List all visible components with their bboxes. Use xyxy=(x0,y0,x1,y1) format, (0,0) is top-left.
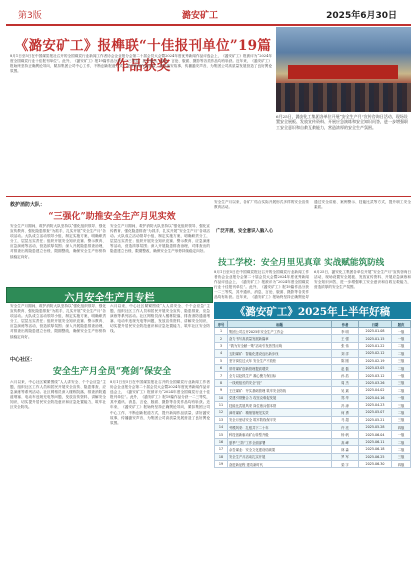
table-cell: 劳模风采：扎根井下二十年 xyxy=(228,424,332,431)
right-body-c: 8月1日至5日在中国煤炭报社召开的全国煤炭行业新闻工作者协会企业报分会第二十届会员大会暨2024年度优秀新闻作品评选会上，《潞安矿工》报被评为“2024年度全国煤炭行业十佳报刊单位”。此外，《潞安矿工》报19篇作品分获一二三等奖，其中通讯、消息、言论、版面、摄影等各类作品均有斩获。近年来，《潞安矿工》报始终坚持正确舆论导 xyxy=(214,270,309,300)
table-cell: 二版 xyxy=(392,446,411,453)
table-cell: 马 超 xyxy=(332,416,359,423)
middle-body-c: 六月以来，中心社区紧紧围绕“人人讲安全、个个会应急”主题，组织社区工作人员和居民开展安全宣传、隐患排查、应急演练等系列活动。社区网格员深入楼栋院落，排查消防通道堵塞、电动车违规充电等问题，发放宣传资料，讲解安全知识，切实提升居民安全防范意识和应急处置能力，筑牢社区安全防线。 xyxy=(10,380,106,410)
table-cell: 10 xyxy=(215,394,228,401)
table-row xyxy=(215,379,411,386)
table-cell: 夏季“三防”工作全面部署 xyxy=(228,438,332,445)
photo-caption: 6月25日，潞安化工集团各单位开展“安全生产月”宣传咨询日活动，现场设置安全展板、发放宣传资料、开展应急演练和安全知识问答，进一步增强职工安全意识和自救互救能力，营造浓厚的安全生产氛围。 xyxy=(276,114,408,130)
table-cell: 刘 洋 xyxy=(332,350,359,357)
right-headline: 技工学校：安全月里见真章 实战赋能筑防线 xyxy=(218,258,385,268)
table-cell: 二版 xyxy=(392,364,411,371)
table-cell: 安全月里话安全 筑牢防线保平安 xyxy=(228,416,332,423)
table-cell: 2 xyxy=(215,335,228,342)
col-header: 日期 xyxy=(359,321,392,328)
table-cell: 一版 xyxy=(392,335,411,342)
table-cell: 2025.02.12 xyxy=(359,350,392,357)
table-cell: 14 xyxy=(215,424,228,431)
table-cell: 7 xyxy=(215,372,228,379)
table-cell: 2025.06.25 xyxy=(359,453,392,460)
table-cell: 三版 xyxy=(392,401,411,408)
table-cell: 杨 帆 xyxy=(332,431,359,438)
left-kicker: 救护消防大队： xyxy=(10,202,46,208)
middle-body-b: 六月以来，中心社区紧紧围绕“人人讲安全、个个会应急”主题，组织社区工作人员和居民开展安全宣传、隐患排查、应急演练等系列活动。社区网格员深入楼栋院落，排查消防通道堵塞、电动车违规充电等问题，发放宣传资料，讲解安全知识，切实提升居民安全防范意识和应急处置能力，筑牢社区安全防线。 xyxy=(110,304,210,334)
table-cell: 奋进新征程 建功新时代 xyxy=(228,461,332,468)
right-body-a: 安全生产月以来，各矿厂结合实际开展形式多样的安全宣传教育活动。 xyxy=(214,200,309,210)
table-cell: 2025.01.15 xyxy=(359,335,392,342)
table-cell: 6 xyxy=(215,364,228,371)
lead-body: 8月1日至5日在中国煤炭报社召开的全国煤炭行业新闻工作者协会企业报分会第二十届会员大会暨2024年度优秀新闻作品评选会上，《潞安矿工》报被评为“2024年度全国煤炭行业十佳报刊单位”。此外，《潞安矿工》报19篇作品分获一二三等奖，其中通讯、消息、言论、版面、摄影等各类作品均有斩获。近年来，《潞安矿工》报始终坚持正确舆论导向，紧扣集团公司中心工作，不断创新报道方式，提升新闻作品质量，讲好潞安故事，传播潞安声音，为集团公司高质量发展营造了良好舆论氛围。 xyxy=(10,54,272,74)
table-cell: 二版 xyxy=(392,438,411,445)
table-cell: 2025.04.23 xyxy=(359,401,392,408)
middle-headline: 安全生产月全员“亮剑”保安全 xyxy=(52,367,172,377)
table-cell: 余吾煤业：安全文化建设结硕果 xyxy=(228,446,332,453)
table-cell: 王庄煤矿：夯实基础管理 筑牢安全防线 xyxy=(228,387,332,394)
table-cell: 吴 斌 xyxy=(332,387,359,394)
table-row xyxy=(215,342,411,349)
right-body-d: 6月25日，潞安化工集团各单位开展“安全生产月”宣传咨询日活动，现场设置安全展板、发放宣传资料、开展应急演练和安全知识问答，进一步增强职工安全意识和自救互救能力，营造浓厚的安全生产氛围。 xyxy=(314,270,411,290)
middle-kicker: 中心社区： xyxy=(10,357,36,363)
photo-banner xyxy=(288,65,398,79)
good-articles-title: 《潞安矿工》2025年上半年好稿 xyxy=(234,306,391,318)
table-cell: 18 xyxy=(215,453,228,460)
table-cell: 4 xyxy=(215,350,228,357)
table-row xyxy=(215,424,411,431)
table-cell: 一线班组长的安全“经” xyxy=(228,379,332,386)
table-row xyxy=(215,394,411,401)
table-row xyxy=(215,401,411,408)
table-cell: 9 xyxy=(215,387,228,394)
table-cell: 1 xyxy=(215,328,228,335)
table-cell: 孙 浩 xyxy=(332,372,359,379)
page-header xyxy=(6,4,411,26)
table-cell: 一版 xyxy=(392,431,411,438)
table-cell: 常村煤矿创新管理提质增效 xyxy=(228,364,332,371)
good-articles-banner xyxy=(214,302,411,319)
table-cell: 赵 磊 xyxy=(332,364,359,371)
middle-body-d: 8月1日至5日在中国煤炭报社召开的全国煤炭行业新闻工作者协会企业报分会第二十届会员大会暨2024年度优秀新闻作品评选会上，《潞安矿工》报被评为“2024年度全国煤炭行业十佳报刊单位”。此外，《潞安矿工》报19篇作品分获一二三等奖，其中通讯、消息、言论、版面、摄影等各类作品均有斩获。近年来，《潞安矿工》报始终坚持正确舆论导向，紧扣集团公司中心工作，不断创新报道方式，提升新闻作品质量，讲好潞安故事，传播潞安声音，为集团公司高质量发展营造了良好舆论氛围。 xyxy=(110,380,210,425)
issue-date: 2025年6月30日 xyxy=(326,11,397,21)
table-cell: 陈 刚 xyxy=(332,357,359,364)
table-cell: 2025.04.02 xyxy=(359,387,392,394)
right-body-b: 通过安全讲座、案例警示、技能比武等方式，提升职工安全素质。 xyxy=(314,200,411,210)
middle-body-a: 安全生产月期间，救护消防大队坚持以“强化组织领导、强化宣传教育、强化隐患排查”为抓手，扎实开展“安全生产月”各项活动。大队成立活动领导小组，制定实施方案，明确职责分工，层层压实责任；组织开展安全知识竞赛、警示教育、应急演练等活动，营造浓厚氛围；深入开展隐患排查治理，对排查出的隐患建立台账、限期整改，确保安全生产形势持续稳定向好。 xyxy=(10,304,106,339)
table-cell: 二版 xyxy=(392,350,411,357)
col-header: 作者 xyxy=(332,321,359,328)
table-cell: 2025.01.22 xyxy=(359,342,392,349)
table-header-row xyxy=(215,321,411,328)
good-articles-table xyxy=(214,320,411,468)
table-cell: 19 xyxy=(215,461,228,468)
table-row xyxy=(215,461,411,468)
col-header: 标题 xyxy=(228,321,332,328)
masthead: 潞安矿工 xyxy=(182,11,219,21)
table-cell: 何 勇 xyxy=(332,409,359,416)
left-body-a: 安全生产月期间，救护消防大队坚持以“强化组织领导、强化宣传教育、强化隐患排查”为抓手，扎实开展“安全生产月”各项活动。大队成立活动领导小组，制定实施方案，明确职责分工，层层压实责任；组织开展安全知识竞赛、警示教育、应急演练等活动，营造浓厚氛围；深入开展隐患排查治理，对排查出的隐患建立台账、限期整改，确保安全生产形势持续稳定向好。 xyxy=(10,224,106,259)
table-cell: 2025.04.16 xyxy=(359,394,392,401)
table-row xyxy=(215,335,411,342)
table-cell: 奋力书写高质量发展新篇章 xyxy=(228,335,332,342)
table-cell: 梁 宇 xyxy=(332,461,359,468)
table-cell: 四版 xyxy=(392,461,411,468)
right-kicker: 广泛开展，安全意识入脑入心 xyxy=(216,229,274,234)
table-cell: 技能比武展风采 岗位练兵强本领 xyxy=(228,401,332,408)
table-cell: 2025.05.21 xyxy=(359,416,392,423)
left-headline: “三强化”助推安全生产月见实效 xyxy=(48,212,176,222)
table-cell: 坚守岗位过大年 安全生产不放松 xyxy=(228,357,332,364)
table-cell: 一版 xyxy=(392,328,411,335)
col-header: 序号 xyxy=(215,321,228,328)
table-cell: 林 森 xyxy=(332,446,359,453)
table-row xyxy=(215,431,411,438)
table-row xyxy=(215,372,411,379)
table-cell: 二版 xyxy=(392,409,411,416)
table-cell: 一版 xyxy=(392,372,411,379)
page-number: 第3版 xyxy=(18,11,42,21)
table-cell: 王 强 xyxy=(332,335,359,342)
table-cell: 2025.02.19 xyxy=(359,357,392,364)
table-cell: 2025.05.28 xyxy=(359,424,392,431)
table-cell: 安全生产月活动扎实开展 xyxy=(228,453,332,460)
table-cell: 张 伟 xyxy=(332,342,359,349)
table-row xyxy=(215,387,411,394)
table-cell: 2025.03.26 xyxy=(359,379,392,386)
table-cell: 13 xyxy=(215,416,228,423)
table-cell: 一版 xyxy=(392,394,411,401)
table-cell: “我为安全献一策”活动引发热烈反响 xyxy=(228,342,332,349)
table-cell: 许 亮 xyxy=(332,424,359,431)
table-cell: 全力以赴抓生产 凝心聚力保目标 xyxy=(228,372,332,379)
table-cell: 2025.05.07 xyxy=(359,409,392,416)
lead-headline: 《潞安矿工》报榫联“十佳报刊单位”19篇作品获奖 xyxy=(14,38,272,74)
table-cell: 四版 xyxy=(392,424,411,431)
table-cell: 李 明 xyxy=(332,328,359,335)
table-row xyxy=(215,438,411,445)
table-cell: 16 xyxy=(215,438,228,445)
table-cell: 2025.03.05 xyxy=(359,364,392,371)
table-cell: 3 xyxy=(215,342,228,349)
table-cell: 党建引领聚合力 攻坚克难促发展 xyxy=(228,394,332,401)
table-cell: 三版 xyxy=(392,379,411,386)
banner-text: 六月安全生产月专栏 xyxy=(64,293,155,304)
table-cell: 5 xyxy=(215,357,228,364)
table-row xyxy=(215,416,411,423)
table-row xyxy=(215,409,411,416)
table-row xyxy=(215,453,411,460)
table-cell: 集团公司召开2025年安全生产工作会 xyxy=(228,328,332,335)
left-body-b: 安全生产月期间，救护消防大队坚持以“强化组织领导、强化宣传教育、强化隐患排查”为抓手，扎实开展“安全生产月”各项活动。大队成立活动领导小组，制定实施方案，明确职责分工，层层压实责任；组织开展安全知识竞赛、警示教育、应急演练等活动，营造浓厚氛围；深入开展隐患排查治理，对排查出的隐患建立台账、限期整改，确保安全生产形势持续稳定向好。 xyxy=(110,224,210,254)
table-row xyxy=(215,364,411,371)
col-header: 版次 xyxy=(392,321,411,328)
table-cell: 郑 华 xyxy=(332,394,359,401)
safety-month-banner xyxy=(6,287,213,303)
table-cell: 冯 涛 xyxy=(332,401,359,408)
table-cell: 二版 xyxy=(392,342,411,349)
table-cell: 周 杰 xyxy=(332,379,359,386)
table-cell: 2025.01.08 xyxy=(359,328,392,335)
table-cell: 2025.06.30 xyxy=(359,461,392,468)
table-cell: 五阳煤矿：智能化建设迈出新步伐 xyxy=(228,350,332,357)
table-cell: 2025.03.12 xyxy=(359,372,392,379)
lead-photo xyxy=(276,27,411,112)
table-cell: 漳村煤矿：精细管理见实效 xyxy=(228,409,332,416)
photo-crowd xyxy=(276,83,411,112)
table-cell: 科技创新驱动矿山转型升级 xyxy=(228,431,332,438)
table-cell: 三版 xyxy=(392,357,411,364)
table-row xyxy=(215,350,411,357)
table-row xyxy=(215,357,411,364)
table-cell: 高 峰 xyxy=(332,438,359,445)
table-cell: 三版 xyxy=(392,453,411,460)
table-cell: 2025.06.04 xyxy=(359,431,392,438)
table-cell: 12 xyxy=(215,409,228,416)
table-cell: 2025.06.18 xyxy=(359,446,392,453)
table-cell: 8 xyxy=(215,379,228,386)
table-cell: 罗 军 xyxy=(332,453,359,460)
section-divider xyxy=(6,196,411,197)
table-cell: 2025.06.11 xyxy=(359,438,392,445)
table-cell: 15 xyxy=(215,431,228,438)
table-cell: 11 xyxy=(215,401,228,408)
table-cell: 二版 xyxy=(392,387,411,394)
table-row xyxy=(215,446,411,453)
table-cell: 三版 xyxy=(392,416,411,423)
table-cell: 17 xyxy=(215,446,228,453)
table-row xyxy=(215,328,411,335)
